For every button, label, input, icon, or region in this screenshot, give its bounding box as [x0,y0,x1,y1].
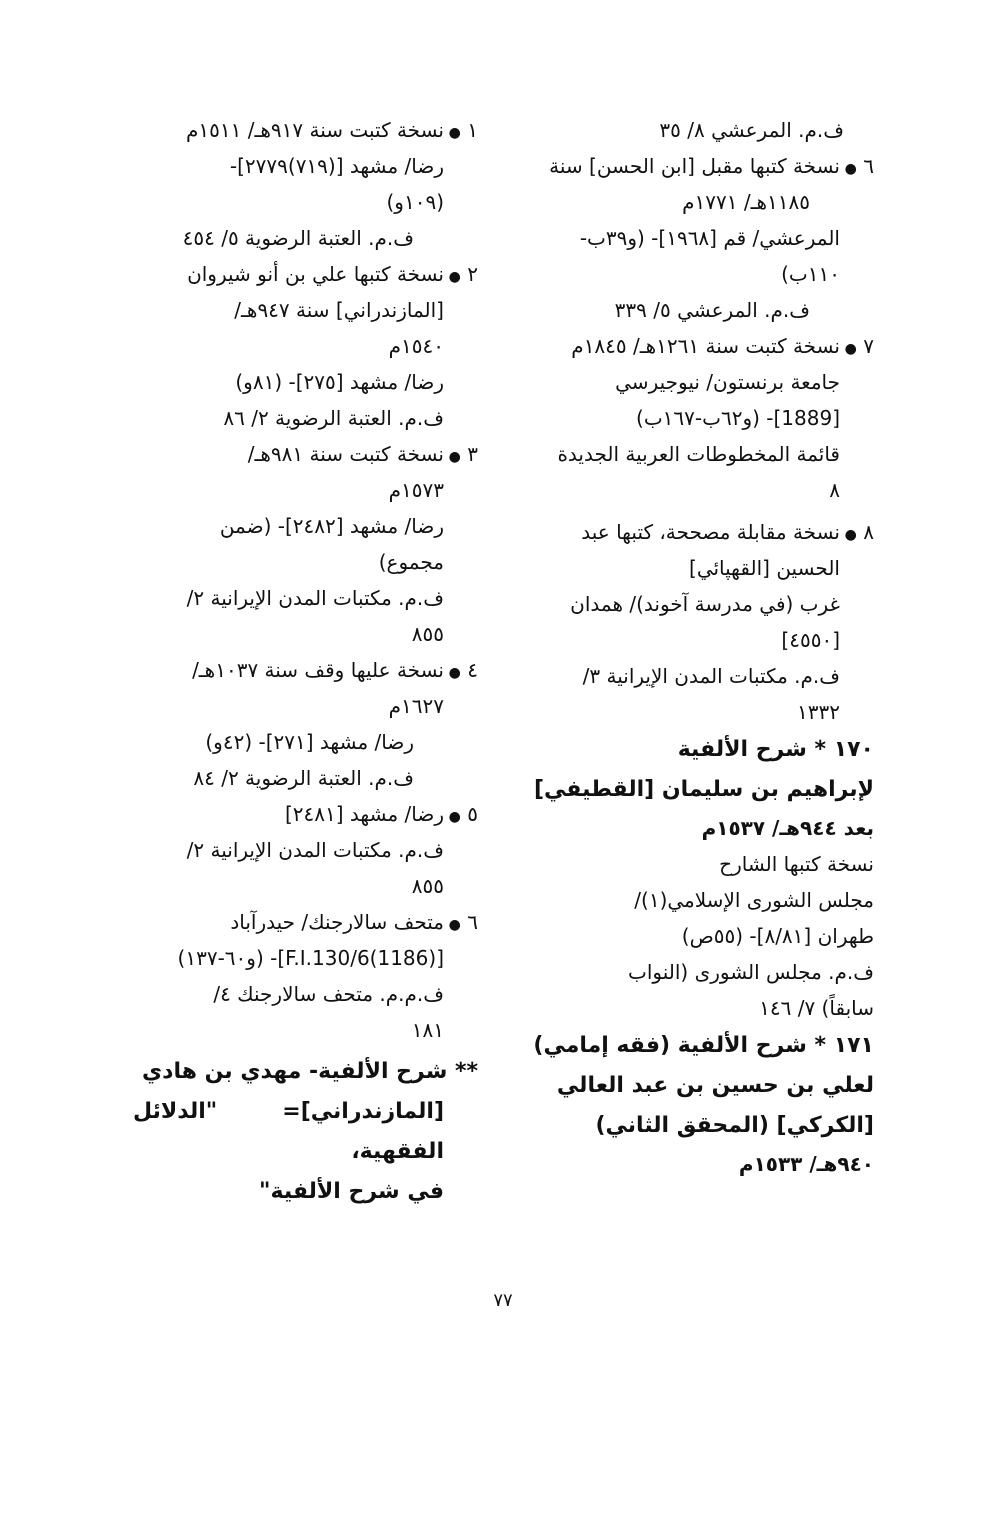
work-entry-171 [529,1026,874,1182]
work-title: ١٧١ * شرح الألفية (فقه إمامي) [533,1033,874,1058]
work-entry-170: ١٧٠ * شرح الألفية لإبراهيم بن سليمان [القطيفي] بعد ٩٤٤هـ/ ١٥٣٧م نسخة كتبها الشارح مجلس الشورى الإسلامي(١)/ طهران [٨/٨١]- (٥٥ص) ف.م. مجلس الشورى (النواب سابقاً) ٧/ ١٤٦ [529,730,874,1026]
reference-line: ف.م. المرعشي ٥/ ٣٣٩ [614,298,810,322]
reference-line: ف.م. المرعشي ٨/ ٣٥ [659,118,844,142]
manuscript-entry: ٦ ● نسخة كتبها مقبل [ابن الحسن] سنة ١١٨٥هـ/ ١٧٧١م المرعشي/ قم [١٩٦٨]- (و٣٩ب- ١١٠ب) ف.م. المرعشي ٥/ ٣٣٩ [529,148,874,328]
manuscript-entry: ٨ ● نسخة مقابلة مصححة، كتبها عبد الحسين [القهپائي] غرب (في مدرسة آخوند)/ همدان [٤٥٥٠] ف.م. مكتبات المدن الإيرانية ٣/ ١٣٣٢ [529,514,874,730]
work-author-cont: [الكركي] (المحقق الثاني) [595,1113,874,1138]
work-author: لعلي بن حسين بن عبد العالي [556,1073,874,1098]
left-column [133,112,478,1212]
entry-number: ٢ ● [448,262,478,286]
entry-number: ٣ ● [448,442,478,466]
right-column [529,112,874,1182]
entry-number: ٦ ● [448,910,478,934]
work-title: ١٧٠ * شرح الألفية [677,737,874,762]
entry-number: ٦ ● [844,154,874,178]
entry-number: ٧ ● [844,334,874,358]
entry-number: ١ ● [448,118,478,142]
reference-line: ف.م. العتبة الرضوية ٥/ ٤٥٤ [182,226,414,250]
manuscript-entry: ٦ ● متحف سالارجنك/ حيدرآباد [(1186)F.I.130/6]- (و٦٠-١٣٧) ف.م.م. متحف سالارجنك ٤/ ١٨١ [133,904,478,1048]
manuscript-entry: ٣ ● نسخة كتبت سنة ٩٨١هـ/ ١٥٧٣م رضا/ مشهد [٢٤٨٢]- (ضمن مجموع) ف.م. مكتبات المدن الإيرانية ٢/ ٨٥٥ [133,436,478,652]
cross-reference: ** شرح الألفية- مهدي بن هادي [المازندراني]= "الدلائل الفقهية، في شرح الألفية" [133,1059,478,1204]
work-author: لإبراهيم بن سليمان [القطيفي] [533,777,874,802]
manuscript-entry: ٢ ● نسخة كتبها علي بن أنو شيروان [المازندراني] سنة ٩٤٧هـ/ ١٥٤٠م رضا/ مشهد [٢٧٥]- (٨١و) ف.م. العتبة الرضوية ٢/ ٨٦ [133,256,478,436]
manuscript-entry: ١ ● نسخة كتبت سنة ٩١٧هـ/ ١٥١١م رضا/ مشهد [(٧١٩)٢٧٧٩]- (١٠٩و) ف.م. العتبة الرضوية ٥/ ٤٥٤ [133,112,478,256]
entry-number: ٨ ● [844,520,874,544]
entry-number: ٥ ● [448,802,478,826]
work-date: ٩٤٠هـ/ ١٥٣٣م [738,1152,874,1176]
work-date: بعد ٩٤٤هـ/ ١٥٣٧م [701,816,874,840]
manuscript-entry: ٤ ● نسخة عليها وقف سنة ١٠٣٧هـ/ ١٦٢٧م رضا/ مشهد [٢٧١]- (٤٢و) ف.م. العتبة الرضوية ٢/ ٨٤ [133,652,478,796]
manuscript-entry: ٥ ● رضا/ مشهد [٢٤٨١] ف.م. مكتبات المدن الإيرانية ٢/ ٨٥٥ [133,796,478,904]
manuscript-entry: ٧ ● نسخة كتبت سنة ١٢٦١هـ/ ١٨٤٥م جامعة برنستون/ نيوجيرسي [1889]- (و٦٢ب-١٦٧ب) قائمة المخطوطات العربية الجديدة ٨ [529,328,874,508]
entry-number: ٤ ● [448,658,478,682]
page-number: ٧٧ [493,1290,513,1311]
reference-line: ف.م. العتبة الرضوية ٢/ ٨٤ [193,766,414,790]
